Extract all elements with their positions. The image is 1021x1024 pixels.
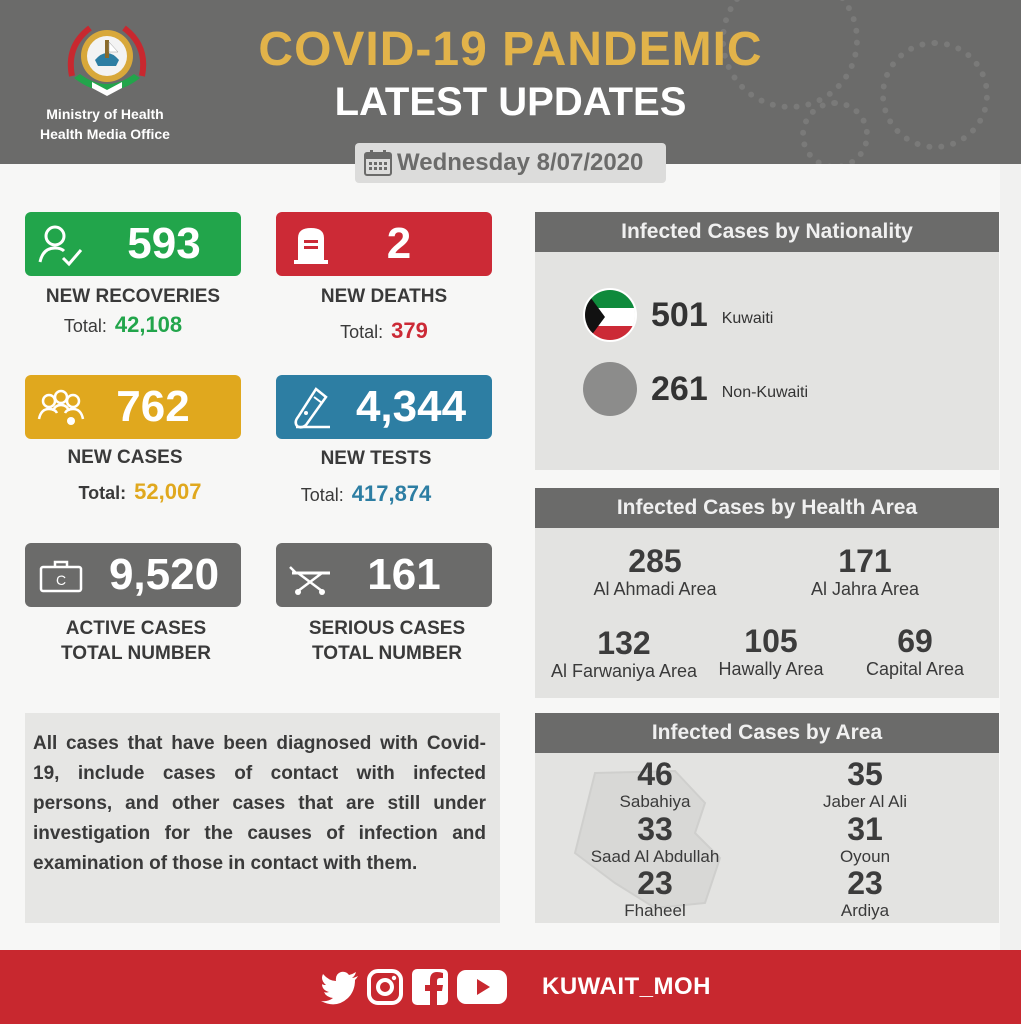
area-value: 23 <box>637 865 673 901</box>
tests-total-value: 417,874 <box>351 481 432 506</box>
deaths-card <box>276 212 492 276</box>
area-item <box>775 866 955 922</box>
deaths-total-value: 379 <box>391 318 428 343</box>
person-check-icon <box>35 220 85 268</box>
nationality-title: Infected Cases by Nationality <box>535 212 999 252</box>
active-cases-label <box>25 616 247 666</box>
by-area-title: Infected Cases by Area <box>535 713 999 753</box>
recoveries-card <box>25 212 241 276</box>
health-area-title: Infected Cases by Health Area <box>535 488 999 528</box>
header <box>0 0 1021 164</box>
area-item <box>775 757 955 813</box>
cases-value: 762 <box>116 382 190 431</box>
area-label: Oyoun <box>839 847 891 866</box>
recoveries-value: 593 <box>127 219 201 268</box>
serious-cases-label <box>276 616 498 666</box>
tests-value: 4,344 <box>355 382 467 431</box>
tombstone-icon <box>286 220 336 268</box>
kuwait-flag-icon <box>583 288 637 342</box>
svg-text:C: C <box>55 572 67 588</box>
cases-total <box>25 479 255 505</box>
area-value: 23 <box>847 865 883 901</box>
non-kuwaiti-row <box>583 362 808 416</box>
tests-total <box>276 481 456 507</box>
ministry-line1: Ministry of Health <box>46 106 164 122</box>
page-subtitle: LATEST UPDATES <box>334 80 687 124</box>
instagram-icon[interactable] <box>366 968 404 1006</box>
health-area-label: Al Farwaniya Area <box>550 661 698 681</box>
area-label: Sabahiya <box>619 792 691 811</box>
test-tube-icon <box>286 383 336 431</box>
health-area-value: 171 <box>838 543 892 579</box>
health-area-item <box>775 544 955 600</box>
area-value: 35 <box>847 756 883 792</box>
tests-total-label: Total: <box>300 485 344 505</box>
active-cases-card <box>25 543 241 607</box>
cases-card <box>25 375 241 439</box>
recoveries-label: NEW RECOVERIES <box>45 286 221 307</box>
area-label: Jaber Al Ali <box>822 792 908 811</box>
medical-case-icon <box>35 551 85 599</box>
twitter-icon[interactable] <box>320 968 360 1006</box>
date-text: Wednesday 8/07/2020 <box>397 149 644 176</box>
deaths-total-label: Total: <box>340 322 384 342</box>
footer <box>0 950 1021 1024</box>
kuwaiti-value: 501 <box>651 295 708 334</box>
cases-note: All cases that have been diagnosed with Covid-19, include cases of contact with infected persons, and other cases that are still under investigation for the causes of infection and examination of those in contact with them. <box>25 713 500 923</box>
recoveries-total <box>25 312 221 338</box>
health-area-value: 285 <box>628 543 682 579</box>
active-cases-label-line1: ACTIVE CASES <box>65 618 207 639</box>
page-title: COVID-19 PANDEMIC <box>258 23 763 76</box>
area-item <box>565 812 745 868</box>
serious-cases-label-line1: SERIOUS CASES <box>308 618 466 639</box>
active-cases-value: 9,520 <box>108 550 220 599</box>
health-area-value: 69 <box>897 623 933 659</box>
kuwaiti-row <box>583 288 773 342</box>
health-area-box <box>535 488 999 698</box>
serious-cases-label-line2: TOTAL NUMBER <box>312 643 462 664</box>
tests-label: NEW TESTS <box>320 448 432 469</box>
youtube-icon[interactable] <box>456 968 508 1006</box>
people-virus-icon <box>35 383 85 431</box>
calendar-icon <box>363 149 393 177</box>
health-area-value: 132 <box>597 625 651 661</box>
cases-total-value: 52,007 <box>134 479 202 504</box>
stretcher-icon <box>286 551 336 599</box>
health-area-item <box>565 544 745 600</box>
serious-cases-value: 161 <box>367 550 441 599</box>
cases-label: NEW CASES <box>67 447 183 468</box>
kuwaiti-label: Kuwaiti <box>721 310 774 327</box>
non-kuwaiti-label: Non-Kuwaiti <box>721 384 808 401</box>
non-kuwaiti-value: 261 <box>651 369 708 408</box>
deaths-total <box>276 318 492 344</box>
area-item <box>565 866 745 922</box>
nationality-box <box>535 212 999 470</box>
social-handle[interactable]: KUWAIT_MOH <box>542 973 711 1000</box>
area-item <box>565 757 745 813</box>
area-value: 33 <box>637 811 673 847</box>
health-area-label: Al Ahmadi Area <box>593 579 717 599</box>
health-area-label: Capital Area <box>865 659 965 679</box>
tests-card <box>276 375 492 439</box>
area-label: Saad Al Abdullah <box>590 847 720 866</box>
area-value: 46 <box>637 756 673 792</box>
non-kuwaiti-circle-icon <box>583 362 637 416</box>
cases-total-label: Total: <box>78 483 127 503</box>
deaths-label: NEW DEATHS <box>320 286 448 307</box>
serious-cases-card <box>276 543 492 607</box>
recoveries-total-value: 42,108 <box>114 312 183 337</box>
health-area-item <box>853 624 977 680</box>
area-label: Ardiya <box>840 901 890 920</box>
health-area-label: Hawally Area <box>718 659 824 679</box>
health-area-item <box>539 626 709 682</box>
recoveries-total-label: Total: <box>63 316 107 336</box>
date-bar <box>355 143 666 183</box>
health-area-item <box>707 624 835 680</box>
area-value: 31 <box>847 811 883 847</box>
facebook-icon[interactable] <box>411 968 449 1006</box>
ministry-line2: Health Media Office <box>40 126 170 142</box>
active-cases-label-line2: TOTAL NUMBER <box>61 643 211 664</box>
area-item <box>775 812 955 868</box>
by-area-box <box>535 713 999 923</box>
deaths-value: 2 <box>386 219 412 268</box>
health-area-value: 105 <box>744 623 798 659</box>
health-area-label: Al Jahra Area <box>810 579 920 599</box>
area-label: Fhaheel <box>624 901 686 920</box>
